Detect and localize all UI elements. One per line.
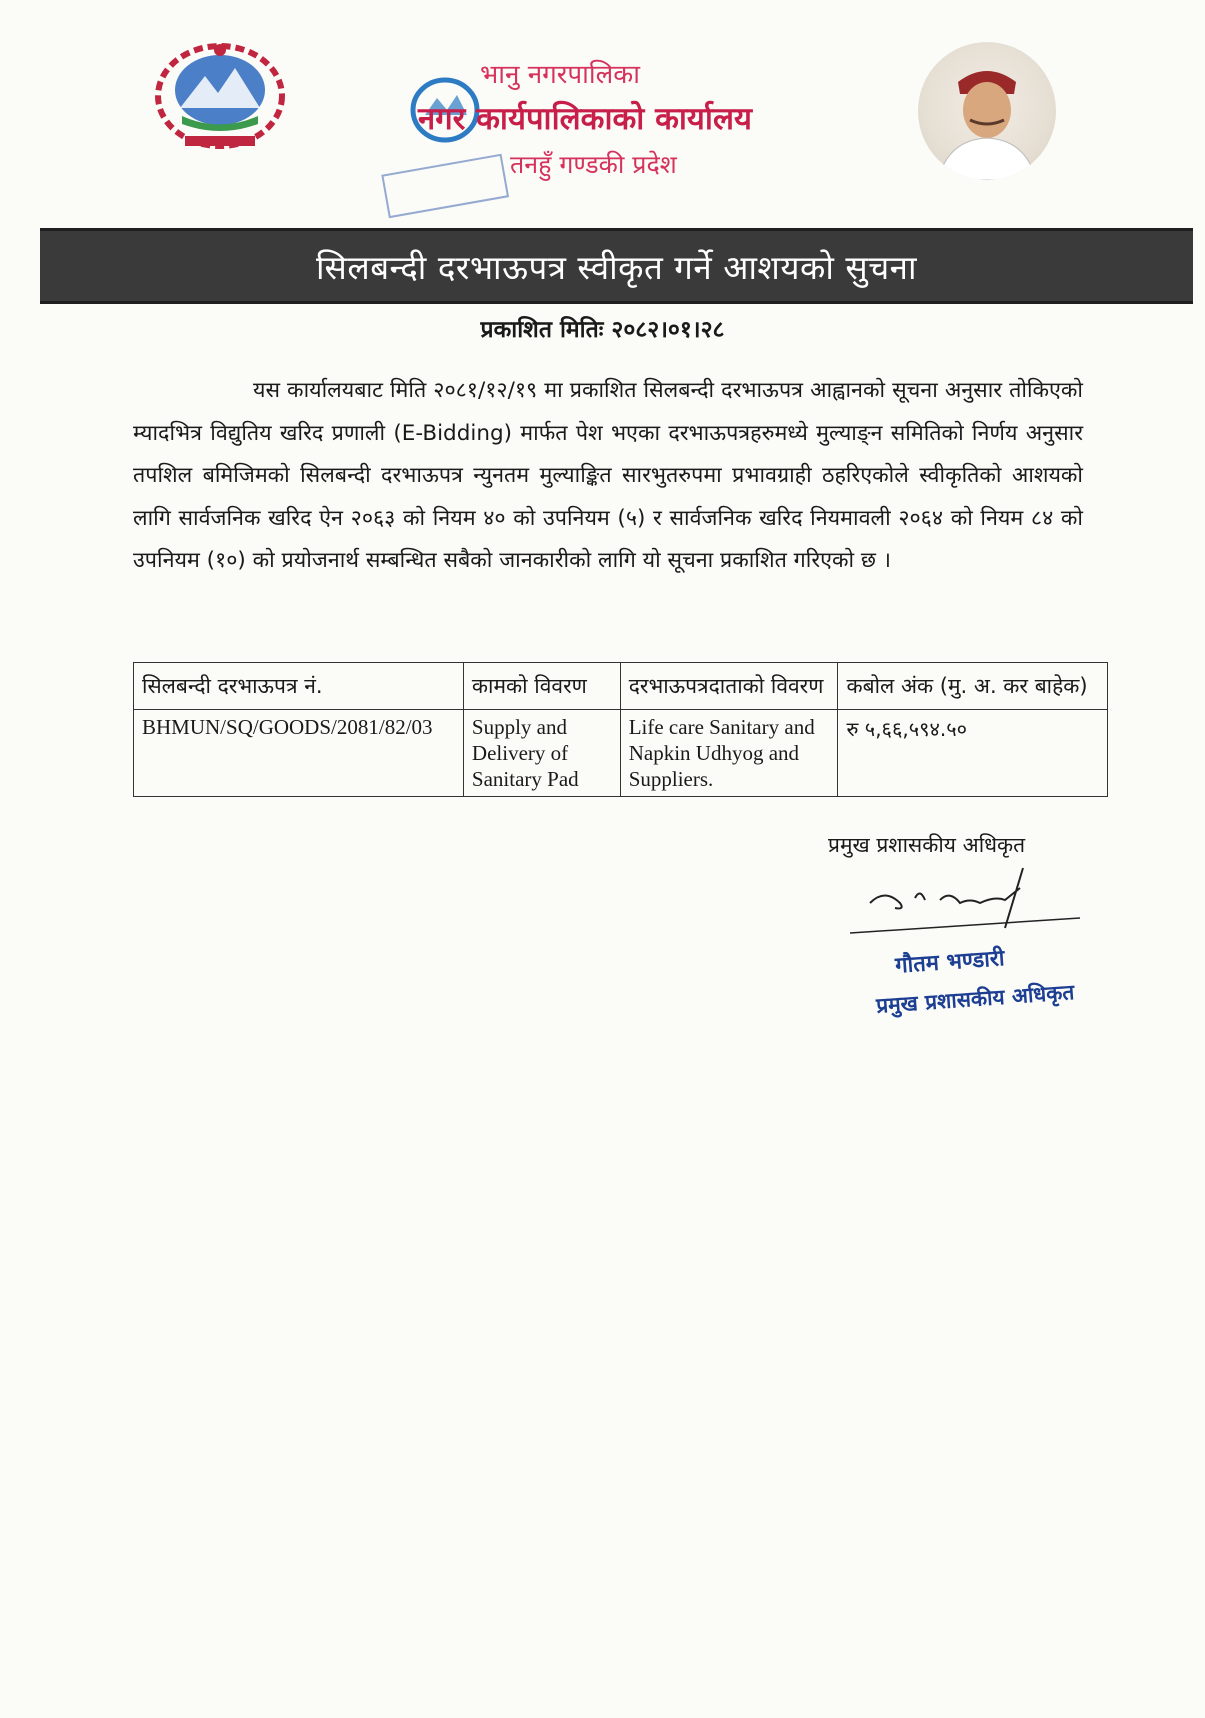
table-header-row: [134, 663, 1108, 710]
table-row: [134, 710, 1108, 797]
cell-bid-no: BHMUN/SQ/GOODS/2081/82/03: [134, 710, 464, 797]
header-amount: कबोल अंक (मु. अ. कर बाहेक): [838, 663, 1108, 710]
notice-body: यस कार्यालयबाट मिति २०८१/१२/१९ मा प्रकाशित सिलबन्दी दरभाऊपत्र आह्वानको सूचना अनुसार तोकिएको म्यादभित्र विद्युतिय खरिद प्रणाली (E-Bidding) मार्फत पेश भएका दरभाऊपत्रहरुमध्ये मुल्याङ्न समितिको निर्णय अनुसार तपशिल बमिजिमको सिलबन्दी दरभाऊपत्र न्युनतम मुल्याङ्कित सारभुतरुपमा प्रभावग्राही ठहरिएकोले स्वीकृतिको आशयको लागि सार्वजनिक खरिद ऐन २०६३ को नियम ४० को उपनियम (५) र सार्वजनिक खरिद नियमावली २०६४ को नियम ८४ को उपनियम (१०) को प्रयोजनार्थ सम्बन्धित सबैको जानकारीको लागि यो सूचना प्रकाशित गरिएको छ ।: [133, 378, 1083, 573]
signature-icon: [845, 858, 1085, 943]
header-block: [400, 55, 860, 181]
published-date: प्रकाशित मितिः २०८२।०१।२८: [480, 317, 725, 343]
portrait-image: [918, 42, 1056, 180]
municipality-name: भानु नगरपालिका: [480, 60, 640, 90]
cell-amount: रु ५,६६,५९४.५०: [838, 710, 1108, 797]
header-bid-no: सिलबन्दी दरभाऊपत्र नं.: [134, 663, 464, 710]
signer-name: गौतम भण्डारी: [894, 946, 1006, 979]
title-banner: [40, 228, 1193, 304]
bid-table: [133, 662, 1108, 797]
portrait-icon: [918, 42, 1056, 180]
nepal-emblem-icon: [150, 38, 290, 156]
signer-title: प्रमुख प्रशासकीय अधिकृत: [828, 833, 1026, 857]
office-address: तनहुँ गण्डकी प्रदेश: [510, 150, 677, 179]
notice-title: सिलबन्दी दरभाऊपत्र स्वीकृत गर्ने आशयको सुचना: [315, 247, 918, 287]
cell-work: Supply and Delivery of Sanitary Pad: [463, 710, 620, 797]
header-bidder: दरभाऊपत्रदाताको विवरण: [620, 663, 838, 710]
signer-stamp-title: प्रमुख प्रशासकीय अधिकृत: [875, 980, 1076, 1018]
office-name: नगर कार्यपालिकाको कार्यालय: [418, 101, 752, 137]
cell-bidder: Life care Sanitary and Napkin Udhyog and Suppliers.: [620, 710, 838, 797]
header-work: कामको विवरण: [463, 663, 620, 710]
